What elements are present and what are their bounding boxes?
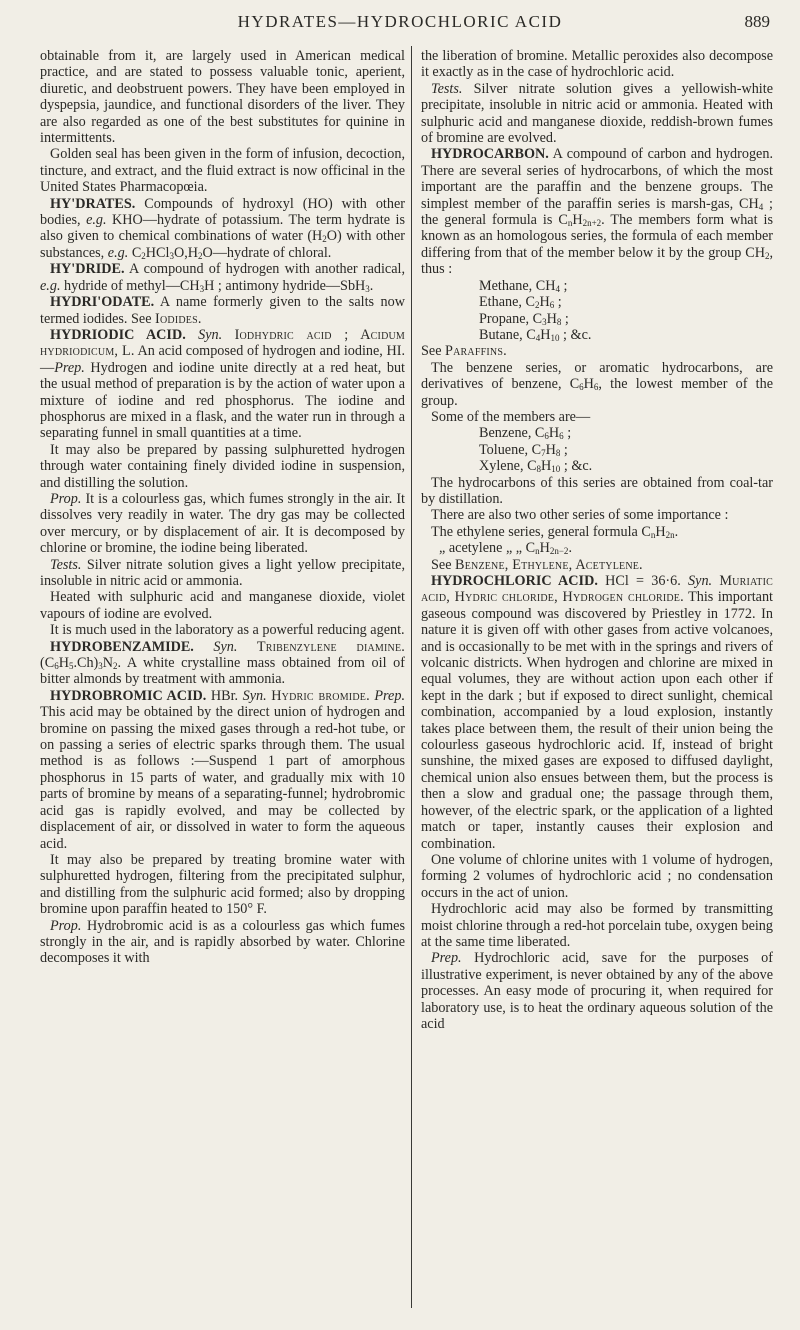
right-column [421, 48, 773, 1032]
coal-tar: The hydrocarbons of this series are obtained from coal-tar by distillation. [421, 474, 773, 507]
hydrochloric-porcelain: Hydrochloric acid may also be formed by transmitting moist chlorine through a red-hot porcelain tube, oxygen being at the same time liberated. [421, 901, 773, 950]
left-column [40, 48, 405, 967]
hydriodic-alt-prep: It may also be prepared by passing sulphuretted hydrogen through water containing finely divided iodine in suspension, and distilling the solution. [40, 441, 405, 491]
formula-xylene: Xylene, $C_8H_{10}$ ; &c. [479, 458, 593, 475]
entry-hydrochloric-acid: HYDROCHLORIC ACID. HCl = 36·6. Syn. Muriatic acid, Hydric chloride, Hydrogen chloride. This important gaseous compound was discovered by Priestley in 1772. In nature it is given off with other gases from active volcanoes, and is occasionally to be met with in the springs and rivers of volcanic districts. When hydrogen and chlorine are mixed in equal volumes, they are without action upon each other if kept in the dark ; but if exposed to direct sunlight, chemical combination, accompanied by a loud explosion, instantly takes place between them, the result of their union being the colourless gaseous hydrochloric acid. If, instead of bright sunshine, the mixed gases are exposed to diffused daylight, chemical union also ensues between them, but the process is then a slow and gradual one; the passage through them, however, of the electric spark, or the application of a lighted match or taper, instantly causes their explosion and combination. [421, 573, 774, 852]
headword-hydriodate: HYDRI'ODATE. [50, 294, 155, 311]
headword-hydride: HY'DRIDE. [50, 261, 125, 278]
ethylene-series: The ethylene series, general formula $C_nH_{2n}$. [431, 523, 679, 540]
see-benzene-ethylene-acetylene: See Benzene, Ethylene, Acetylene. [431, 556, 643, 573]
hydriodic-properties: Prop. It is a colourless gas, which fumes strongly in the air. It dissolves very readily in water. The dry gas may be collected over mercury, or by displacement of air. It is decomposed by chlorine or bromine, the iodine being liberated. [40, 490, 405, 557]
entry-hydrates: HY'DRATES. Compounds of hydroxyl (HO) with other bodies, e.g. KHO—hydrate of potassium. The term hydrate is also given to chemical combinations of water $(H_2O)$ with other substances, e.g. $C_2HCl_3O,H_2O—hydrate$ of chloral. [40, 195, 405, 261]
hydriodic-heated: Heated with sulphuric acid and manganese dioxide, violet vapours of iodine are evolved. [40, 589, 405, 622]
benzene-series: The benzene series, or aromatic hydrocarbons, are derivatives of benzene, $C_6H_6$, the lowest member of the group. [421, 359, 774, 409]
column-rule [411, 46, 412, 1308]
entry-hydriodic-acid: HYDRIODIC ACID. Syn. Iodhydric acid ; Acidum hydriodicum, L. An acid composed of hydrogen and iodine, HI.—Prep. Hydrogen and iodine unite directly at a red heat, but the usual method of preparation is by the action of water upon a mixture of iodine and red phosphorus. The iodine and phosphorus are mixed in a flask, and the water run in through a separating funnel in small quantities at a time. [40, 326, 406, 442]
hydriodic-tests: Tests. Silver nitrate solution gives a light yellow precipitate, insoluble in nitric acid or ammonia. [40, 556, 405, 589]
headword-hydrates: HY'DRATES. [50, 195, 136, 212]
headword-hydrochloric-acid: HYDROCHLORIC ACID. [431, 573, 598, 589]
formula-benzene: Benzene, $C_6H_6$ ; [479, 425, 572, 442]
headword-hydrocarbon: HYDROCARBON. [431, 146, 549, 163]
hydrochloric-volumes: One volume of chlorine unites with 1 volume of hydrogen, forming 2 volumes of hydrochloric acid ; no condensation occurs in the act of union. [421, 851, 773, 901]
two-other-series: There are also two other series of some importance : [431, 507, 729, 524]
formula-methane: Methane, $CH_4$ ; [479, 277, 568, 294]
some-members: Some of the members are— [431, 408, 591, 425]
formula-butane: Butane, $C_4H_{10}$ ; &c. [479, 326, 592, 343]
cross-ref-iodides: Iodides [155, 310, 198, 327]
formula-toluene: Toluene, $C_7H_8$ ; [479, 441, 568, 458]
hydrobromic-continuation: the liberation of bromine. Metallic peroxides also decompose it exactly as in the case of hydrochloric acid. [421, 48, 773, 81]
golden-seal-forms: Golden seal has been given in the form of infusion, decoction, tincture, and extract, and the fluid extract is now officinal in the United States Pharmacopœia. [40, 146, 405, 196]
entry-hydriodate: HYDRI'ODATE. A name formerly given to the salts now termed iodides. See Iodides. [40, 294, 405, 327]
running-head: HYDRATES—HYDROCHLORIC ACID [237, 12, 563, 31]
hydrobromic-alt-prep: It may also be prepared by treating bromine water with sulphuretted hydrogen, filtering from the precipitated sulphur, and distilling from the sulphuric acid formed; also by dropping bromine upon paraffin heated to 150° F. [40, 851, 405, 918]
entry-hydrocarbon: HYDROCARBON. A compound of carbon and hydrogen. There are several series of hydrocarbons, of which the most important are the paraffin and the benzene groups. The simplest member of the paraffin series is marsh-gas, $CH_4$ ; the general formula is $C_nH_{2n+2}$. The members form what is known as an homologous series, the formula of each member differing from that of the member below it by the group $CH_2$, thus : [421, 146, 773, 278]
page-number: 889 [744, 12, 770, 31]
entry-hydrobromic-acid: HYDROBROMIC ACID. HBr. Syn. Hydric bromide. Prep. This acid may be obtained by the direct union of hydrogen and bromine on passing the mixed gases through a red-hot tube, or on passing a series of electric sparks through them. The usual method is as follows :—Suspend 1 part of amorphous phosphorus in 15 parts of water, and gradually mix with 10 parts of bromine by means of a separating-funnel; hydrobromic acid gas is rapidly evolved, and may be collected by displacement of air, or dissolved in water to form the aqueous acid. [40, 687, 405, 852]
cross-ref-paraffins: Paraffins [445, 343, 504, 360]
running-header [0, 12, 800, 42]
formula-ethane: Ethane, $C_2H_6$ ; [479, 294, 562, 311]
headword-hydrobromic-acid: HYDROBROMIC ACID. [50, 687, 207, 704]
headword-hydrobenzamide: HYDROBENZAMIDE. [50, 638, 194, 655]
hydrochloric-prep: Prep. Hydrochloric acid, save for the purposes of illustrative experiment, is never obtained by any of the above processes. An easy mode of procuring it, when required for laboratory use, is to heat the ordinary aqueous solution of the acid [421, 950, 773, 1032]
headword-hydriodic-acid: HYDRIODIC ACID. [50, 326, 186, 343]
hydrobromic-tests: Tests. Silver nitrate solution gives a yellowish-white precipitate, insoluble in nitric acid or ammonia. Heated with sulphuric acid and manganese dioxide, reddish-brown fumes of bromine are evolved. [421, 80, 773, 147]
cross-ref-benzene-ethylene-acetylene: Benzene, Ethylene, Acetylene. [455, 556, 643, 573]
see-paraffins: See Paraffins. [421, 343, 507, 360]
hydrobromic-properties: Prop. Hydrobromic acid is as a colourless gas which fumes strongly in the air, and is rapidly absorbed by water. Chlorine decomposes it with [40, 917, 405, 967]
formula-propane: Propane, $C_3H_8$ ; [479, 310, 569, 327]
entry-hydride: HY'DRIDE. A compound of hydrogen with another radical, e.g. hydride of $methyl—CH_3H$ ; antimony hydride—SbH$_3$. [40, 261, 405, 294]
hydriodic-use: It is much used in the laboratory as a powerful reducing agent. [50, 622, 405, 639]
golden-seal-continuation: obtainable from it, are largely used in American medical practice, and are stated to possess valuable tonic, aperient, diuretic, and deobstruent powers. They have been employed in dyspepsia, jaundice, and functional disorders of the liver. They are also regarded as one of the best substitutes for quinine in intermittents. [40, 48, 405, 147]
entry-hydrobenzamide: HYDROBENZAMIDE. Syn. Tribenzylene diamine. $(C_6H_5.Ch)_3N_2$. A white crystalline mass obtained from oil of bitter almonds by treatment with ammonia. [40, 638, 406, 688]
acetylene-series: „ acetylene „ „ $C_nH_{2n-2}$. [439, 540, 572, 557]
